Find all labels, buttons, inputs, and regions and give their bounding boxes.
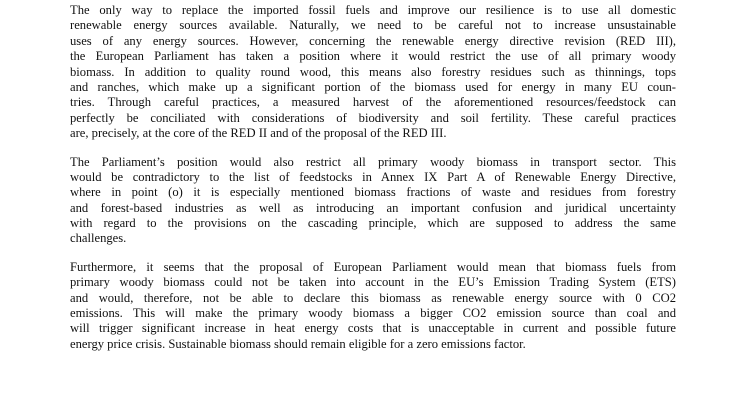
paragraph-transport-sector bbox=[70, 155, 676, 247]
text-line: are, precisely, at the core of the RED II and of the proposal of the RED III. bbox=[70, 126, 447, 141]
text-line: and would, therefore, not be able to declare this biomass as renewable energy source with 0 CO2 bbox=[70, 290, 676, 305]
text-line: biomass. In addition to quality round wood, this means also forestry residues such as thinnings, tops bbox=[70, 64, 676, 79]
text-line: uses of any energy sources. However, concerning the renewable energy directive revision (RED III), bbox=[70, 33, 676, 48]
text-line: renewable energy sources available. Naturally, we need to be careful not to increase unsustainable bbox=[70, 18, 676, 33]
paragraph-emission-trading bbox=[70, 260, 676, 352]
text-line: challenges. bbox=[70, 231, 127, 246]
text-line: and forest-based industries as well as introducing an important confusion and juridical uncertainty bbox=[70, 200, 676, 215]
paragraph-renewable-sources bbox=[70, 3, 676, 142]
text-line: primary woody biomass could not be taken into account in the EU’s Emission Trading System (ETS) bbox=[70, 275, 676, 290]
text-line: would be contradictory to the list of feedstocks in Annex IX Part A of Renewable Energy Directive, bbox=[70, 169, 676, 184]
text-line: where in point (o) it is especially mentioned biomass fractions of waste and residues from forestry bbox=[70, 185, 676, 200]
text-line: Furthermore, it seems that the proposal of European Parliament would mean that biomass fuels from bbox=[70, 259, 676, 274]
text-line: energy price crisis. Sustainable biomass should remain eligible for a zero emissions factor. bbox=[70, 336, 526, 351]
text-line: The only way to replace the imported fossil fuels and improve our resilience is to use all domestic bbox=[70, 3, 676, 17]
text-line: emissions. This will make the primary woody biomass a bigger CO2 emission source than coal and bbox=[70, 306, 676, 321]
document-page bbox=[70, 3, 676, 352]
text-line: will trigger significant increase in heat energy costs that is unacceptable in current and possible future bbox=[70, 321, 676, 336]
text-line: the European Parliament has taken a position where it would restrict the use of all primary woody bbox=[70, 49, 676, 64]
text-line: The Parliament’s position would also restrict all primary woody biomass in transport sector. This bbox=[70, 154, 676, 169]
text-line: and ranches, which make up a significant portion of the biomass used for energy in many EU coun- bbox=[70, 79, 676, 94]
text-line: perfectly be conciliated with considerations of biodiversity and soil fertility. These careful practices bbox=[70, 110, 676, 125]
text-line: tries. Through careful practices, a measured harvest of the aforementioned resources/feedstock can bbox=[70, 95, 676, 110]
text-line: with regard to the provisions on the cascading principle, which are supposed to address the same bbox=[70, 216, 676, 231]
